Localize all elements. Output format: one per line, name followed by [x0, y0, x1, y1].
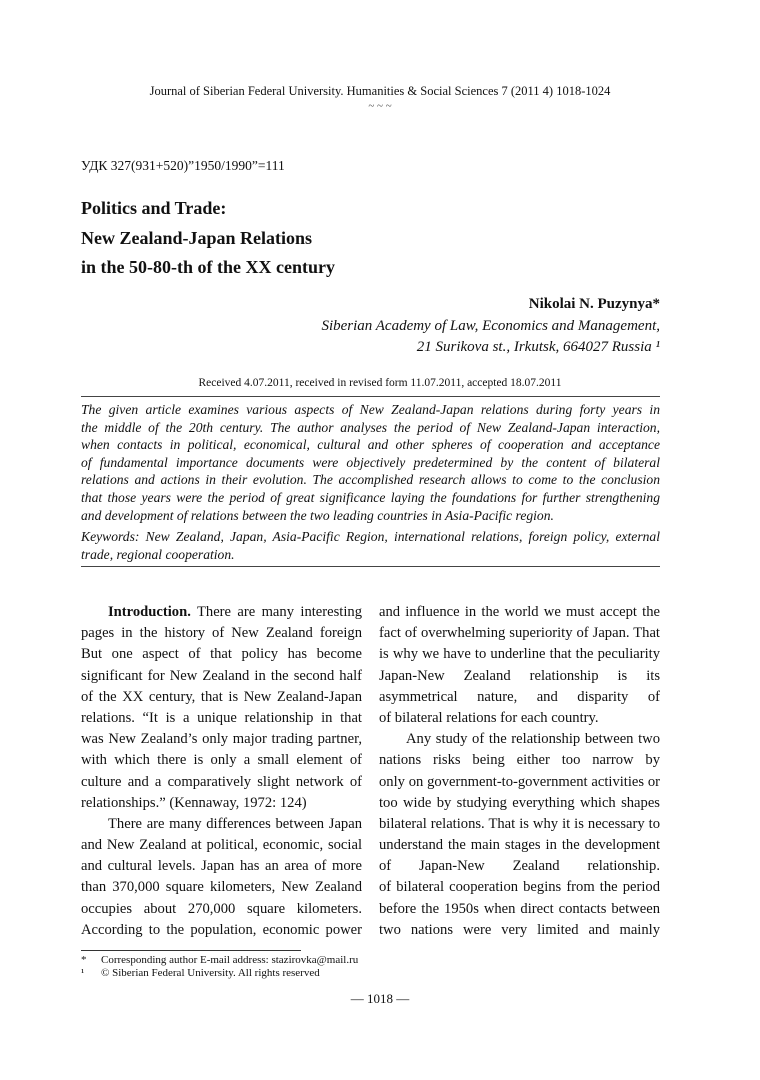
body-line: is why we have to underline that the peculiarity	[379, 646, 660, 663]
body-line: relations. “It is a unique relationship in that	[81, 709, 362, 726]
title-line: in the 50-80-th of the XX century	[81, 257, 335, 277]
body-line: According to the population, economic power	[81, 921, 362, 938]
body-line: Introduction. There are many interesting	[108, 604, 362, 620]
intro-heading: Introduction.	[108, 604, 191, 620]
author-affiliation	[321, 316, 660, 357]
abstract-line: the middle of the 20th century. The author analyses the period of New Zealand-Japan interaction,	[81, 419, 660, 435]
body-line: asymmetrical nature, and disparity of	[379, 688, 660, 705]
body-line: culture and a comparatively slight network of	[81, 773, 362, 790]
author-name: Nikolai N. Puzynya*	[528, 296, 660, 312]
abstract-top-rule	[81, 396, 660, 397]
body-line: of the XX century, that is New Zealand-Japan	[81, 688, 362, 705]
footnote: ¹ © Siberian Federal University. All rights reserved	[81, 967, 320, 979]
keywords-line: Keywords: New Zealand, Japan, Asia-Pacific Region, international relations, foreign policy, external	[81, 529, 660, 544]
affiliation-line: Siberian Academy of Law, Economics and Management,	[321, 318, 660, 334]
body-line: significant for New Zealand in the second half	[81, 667, 362, 684]
footnote-rule	[81, 950, 301, 951]
body-line: was New Zealand’s only major trading partner,	[81, 731, 362, 748]
keywords-line: trade, regional cooperation.	[81, 546, 235, 562]
body-line: only on government-to-government activities or	[379, 773, 660, 790]
title-line: Politics and Trade:	[81, 198, 227, 218]
page-number: — 1018 —	[350, 991, 410, 1006]
body-line: of bilateral relations for each country.	[379, 709, 599, 726]
abstract-line: relations and actions in their evolution. The accomplished research allows to come to the conclusion	[81, 472, 660, 488]
title-line: New Zealand-Japan Relations	[81, 227, 313, 248]
body-line: understand the main stages in the development	[379, 837, 660, 854]
body-line: and New Zealand at political, economic, social	[81, 837, 362, 854]
body-line: bilateral relations. That is why it is necessary to	[379, 815, 660, 832]
body-line: nations risks being either too narrow by	[379, 752, 660, 769]
body-line: and cultural levels. Japan has an area of more	[81, 858, 362, 875]
received-dates: Received 4.07.2011, received in revised form 11.07.2011, accepted 18.07.2011	[198, 377, 562, 389]
abstract-line: of fundamental importance documents were objectively predetermined by the content of bilateral	[81, 454, 660, 470]
article-title	[81, 194, 335, 283]
body-line: of Japan-New Zealand relationship.	[379, 858, 660, 875]
body-line: Japan-New Zealand relationship is its	[379, 667, 660, 684]
body-line: pages in the history of New Zealand foreign	[81, 625, 362, 642]
udk-code: УДК 327(931+520)”1950/1990”=111	[81, 158, 285, 173]
body-line: fact of overwhelming superiority of Japan. That	[379, 625, 660, 642]
abstract-line: when contacts in political, economical, cultural and other spheres of cooperation and acceptance	[81, 437, 660, 453]
body-line: and influence in the world we must accept the	[379, 604, 660, 620]
keywords	[81, 528, 660, 563]
footnote: * Corresponding author E-mail address: stazirovka@mail.ru	[81, 954, 359, 966]
body-line: too wide by studying everything which shapes	[379, 794, 660, 811]
affiliation-line: 21 Surikova st., Irkutsk, 664027 Russia ¹	[416, 338, 660, 355]
body-line: than 370,000 square kilometers, New Zealand	[81, 879, 362, 896]
abstract-line: The given article examines various aspects of New Zealand-Japan relations during forty years in	[81, 402, 660, 417]
header-separator: ~ ~ ~	[368, 100, 392, 112]
right-column	[379, 602, 660, 941]
body-line: Any study of the relationship between two	[406, 731, 660, 748]
journal-header: Journal of Siberian Federal University. Humanities & Social Sciences 7 (2011 4) 1018-1024	[149, 84, 611, 98]
abstract-line: that those years were the period of great significance laying the foundations for further strengthening	[81, 489, 660, 505]
body-line: occupies about 270,000 square kilometers.	[81, 900, 362, 917]
abstract	[81, 401, 660, 524]
body-line: of bilateral cooperation begins from the period	[379, 879, 660, 896]
body-line: before the 1950s when direct contacts between	[379, 900, 660, 917]
body-line: There are many differences between Japan	[108, 815, 362, 832]
left-column	[81, 602, 362, 941]
body-line: two nations were very limited and mainly	[379, 921, 660, 938]
body-line: But one aspect of that policy has become	[81, 646, 362, 663]
body-line: with which there is only a small element of	[81, 752, 362, 769]
abstract-line: and development of relations between the two leading countries in Asia-Pacific region.	[81, 507, 554, 523]
body-line: relationships.” (Kennaway, 1972: 124)	[81, 794, 307, 811]
abstract-bottom-rule	[81, 566, 660, 567]
